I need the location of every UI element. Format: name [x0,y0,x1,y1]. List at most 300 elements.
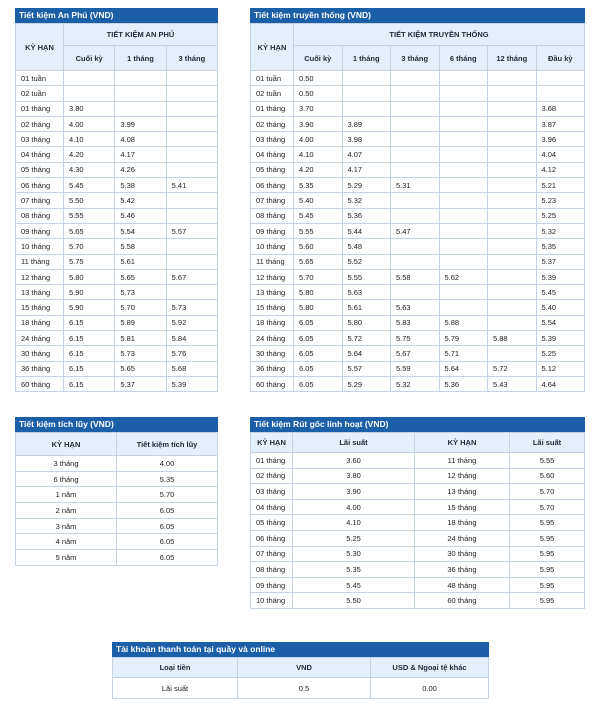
table-cell [488,86,537,101]
table-cell [391,86,440,101]
table-row [16,285,218,300]
table-cell: 12 tháng [251,269,294,284]
table-cell: 13 tháng [415,484,510,500]
table-cell: 5.50 [293,593,415,609]
table-row [16,346,218,361]
table-cell [391,239,440,254]
rut-goc-col-header: Lãi suất [510,433,585,453]
table-cell: 5.32 [536,223,585,238]
table-cell: 5.45 [536,285,585,300]
table-row [251,593,585,609]
table-cell: 5.21 [536,178,585,193]
table-row [251,178,585,193]
table-cell: 4.17 [115,147,166,162]
table-cell: 5.60 [294,239,343,254]
table-cell: 5.57 [166,223,217,238]
table-cell: 02 tháng [251,468,293,484]
table-cell: 6.15 [64,346,115,361]
table-row [251,376,585,391]
table-cell: 3.90 [293,484,415,500]
table-cell: 10 tháng [251,593,293,609]
table-cell: 5.65 [294,254,343,269]
table-row [251,132,585,147]
table-row [251,116,585,131]
table-cell: 02 tuần [251,86,294,101]
table-cell: 60 tháng [16,376,64,391]
table-cell: 5.95 [510,530,585,546]
table-cell: 5.54 [536,315,585,330]
table-cell: 5.45 [293,577,415,593]
table-cell: 5.29 [342,178,391,193]
table-cell: 4.20 [64,147,115,162]
table-row [16,456,218,472]
table-cell: 4.10 [293,515,415,531]
table-row [16,300,218,315]
table-cell: 5.52 [342,254,391,269]
table-cell: 5.70 [64,239,115,254]
truyen-thong-col-header: 3 tháng [391,46,440,71]
table-cell: 5.38 [115,178,166,193]
table-cell: 4.30 [64,162,115,177]
table-cell: 5.58 [115,239,166,254]
table-cell: 12 tháng [415,468,510,484]
table-cell [166,132,217,147]
table-cell: 48 tháng [415,577,510,593]
table-cell: 12 tháng [16,269,64,284]
table-cell [488,254,537,269]
table-row [251,331,585,346]
table-row [16,71,218,86]
table-cell: 5.45 [294,208,343,223]
table-cell: 36 tháng [415,562,510,578]
table-cell: 6.15 [64,361,115,376]
table-cell [439,86,488,101]
table-cell: 5.46 [115,208,166,223]
table-cell: 02 tuần [16,86,64,101]
table-cell [439,101,488,116]
table-cell: 5.67 [391,346,440,361]
table-cell: 5.65 [115,361,166,376]
table-cell [391,285,440,300]
table-cell: 30 tháng [16,346,64,361]
table-cell: 5.76 [166,346,217,361]
table-cell [488,223,537,238]
rut-goc-col-header: KỲ HẠN [251,433,293,453]
table-cell: 5.55 [342,269,391,284]
table-cell: 24 tháng [16,331,64,346]
table-cell: 6.05 [117,518,218,534]
table-cell: 5.35 [294,178,343,193]
truyen-thong-col-header: Đầu kỳ [536,46,585,71]
table-row [16,147,218,162]
table-cell: 5.50 [64,193,115,208]
table-cell [166,285,217,300]
table-cell: 5.35 [117,471,218,487]
table-cell: 06 tháng [16,178,64,193]
table-cell: 5.67 [166,269,217,284]
table-row [251,546,585,562]
table-cell: 4.07 [342,147,391,162]
table-cell: 5.39 [536,269,585,284]
table-cell: 5.61 [115,254,166,269]
rut-goc-title: Tiết kiệm Rút gốc linh hoạt (VND) [250,417,585,432]
table-cell [439,208,488,223]
table-cell [439,162,488,177]
table-cell [488,269,537,284]
table-cell: 15 tháng [415,499,510,515]
table-cell: 5.23 [536,193,585,208]
an-phu-term-header: KỲ HẠN [16,24,64,71]
tich-luy-col-header: KỲ HẠN [16,433,117,456]
table-row [16,193,218,208]
thanh-toan-section [112,642,489,699]
table-cell: 0.50 [294,86,343,101]
table-cell [536,71,585,86]
table-cell: 5.39 [166,376,217,391]
table-cell [439,300,488,315]
table-cell: 5.89 [115,315,166,330]
table-cell: 06 tháng [251,178,294,193]
table-cell: 5.25 [536,208,585,223]
table-cell [488,315,537,330]
table-cell: 0.5 [238,678,371,699]
table-cell [439,285,488,300]
table-cell: 5.73 [166,300,217,315]
table-cell: 5.80 [64,269,115,284]
an-phu-col-header: 1 tháng [115,46,166,71]
table-cell: 5.35 [293,562,415,578]
table-cell [488,132,537,147]
table-cell: 02 tháng [251,116,294,131]
an-phu-table [15,23,218,392]
table-cell: 5.95 [510,515,585,531]
table-cell [439,178,488,193]
table-row [16,376,218,391]
table-cell: 5.90 [64,300,115,315]
table-cell: 5.25 [536,346,585,361]
an-phu-col-header: Cuối kỳ [64,46,115,71]
table-cell: 3.89 [342,116,391,131]
table-cell: 3.70 [294,101,343,116]
table-row [16,254,218,269]
table-cell [488,346,537,361]
table-cell: 10 tháng [251,239,294,254]
table-cell: 6.05 [117,503,218,519]
truyen-thong-section [250,8,585,392]
table-row [251,315,585,330]
table-cell: 4.20 [294,162,343,177]
table-cell: 5.68 [166,361,217,376]
table-cell [488,178,537,193]
table-row [16,315,218,330]
table-row [251,577,585,593]
truyen-thong-col-header: 12 tháng [488,46,537,71]
thanh-toan-col-header: USD & Ngoại tệ khác [371,658,489,678]
table-cell [488,300,537,315]
table-cell: 6.05 [294,331,343,346]
thanh-toan-col-header: VND [238,658,371,678]
table-cell: 5.54 [115,223,166,238]
table-row [16,269,218,284]
truyen-thong-col-header: 1 tháng [342,46,391,71]
table-row [251,269,585,284]
table-row [251,101,585,116]
table-cell [391,254,440,269]
table-row [251,239,585,254]
table-cell [391,147,440,162]
truyen-thong-term-header: KỲ HẠN [251,24,294,71]
table-cell: 04 tháng [251,499,293,515]
table-cell: 5.80 [294,300,343,315]
table-cell: 04 tháng [251,147,294,162]
table-cell [64,86,115,101]
table-cell [391,193,440,208]
table-cell [488,147,537,162]
table-cell: 4.10 [294,147,343,162]
table-row [251,71,585,86]
table-cell: 5.48 [342,239,391,254]
an-phu-col-header: 3 tháng [166,46,217,71]
table-cell: 5.30 [293,546,415,562]
table-cell [342,101,391,116]
truyen-thong-title: Tiết kiệm truyền thống (VND) [250,8,585,23]
table-cell [391,162,440,177]
table-cell: 5.44 [342,223,391,238]
table-cell [439,147,488,162]
table-cell: 6.15 [64,331,115,346]
table-row [251,453,585,469]
table-cell: 5.70 [117,487,218,503]
table-cell [166,86,217,101]
table-row [251,254,585,269]
table-cell [391,71,440,86]
table-cell: 4.17 [342,162,391,177]
table-cell: 5.12 [536,361,585,376]
table-cell [488,71,537,86]
table-cell: 5.95 [510,562,585,578]
table-cell: 11 tháng [415,453,510,469]
table-cell: 5.70 [510,484,585,500]
table-row [16,503,218,519]
table-cell: 6.15 [64,315,115,330]
table-cell: 18 tháng [16,315,64,330]
truyen-thong-col-header: 6 tháng [439,46,488,71]
table-row [16,361,218,376]
table-cell: 5.72 [488,361,537,376]
table-cell [488,208,537,223]
table-cell: 08 tháng [16,208,64,223]
table-cell [488,285,537,300]
table-cell: 5.57 [342,361,391,376]
table-cell: 5.62 [439,269,488,284]
table-row [16,101,218,116]
table-cell: 02 tháng [16,116,64,131]
table-row [16,116,218,131]
table-cell: 5.55 [64,208,115,223]
table-cell: 01 tháng [251,453,293,469]
table-cell: 18 tháng [415,515,510,531]
table-row [251,223,585,238]
table-row [16,550,218,566]
an-phu-title: Tiết kiệm An Phú (VND) [15,8,218,23]
table-cell: 5.75 [64,254,115,269]
table-cell: 2 năm [16,503,117,519]
table-row [16,132,218,147]
table-cell [391,101,440,116]
table-cell: 5.65 [115,269,166,284]
table-cell: 5.70 [294,269,343,284]
table-row [251,346,585,361]
table-cell: 15 tháng [251,300,294,315]
table-cell: 5.45 [64,178,115,193]
table-cell: 5.79 [439,331,488,346]
table-cell [536,86,585,101]
table-cell [115,86,166,101]
table-cell [166,208,217,223]
table-cell: 5.63 [391,300,440,315]
table-row [251,193,585,208]
table-cell: 5.36 [439,376,488,391]
table-cell: 5.95 [510,546,585,562]
table-cell: Lãi suất [113,678,238,699]
rut-goc-col-header: KỲ HẠN [415,433,510,453]
table-cell: 5.35 [536,239,585,254]
table-row [16,518,218,534]
tich-luy-col-header: Tiết kiệm tích lũy [117,433,218,456]
table-cell: 15 tháng [16,300,64,315]
table-cell: 5.59 [391,361,440,376]
table-cell: 5.95 [510,577,585,593]
table-cell: 5.39 [536,331,585,346]
table-cell: 6.05 [294,346,343,361]
table-row [16,208,218,223]
table-cell: 5.83 [391,315,440,330]
table-cell: 06 tháng [251,530,293,546]
table-row [16,487,218,503]
table-cell: 09 tháng [251,223,294,238]
table-cell [439,116,488,131]
table-row [251,562,585,578]
table-row [16,331,218,346]
table-cell: 4.10 [64,132,115,147]
table-cell: 01 tháng [16,101,64,116]
table-cell: 36 tháng [251,361,294,376]
table-cell [342,86,391,101]
table-cell: 5.63 [342,285,391,300]
table-cell: 5.95 [510,593,585,609]
table-cell: 5.40 [294,193,343,208]
table-cell: 5.36 [342,208,391,223]
table-cell: 24 tháng [415,530,510,546]
table-cell: 3.99 [115,116,166,131]
table-cell [166,116,217,131]
table-cell [115,101,166,116]
table-row [251,484,585,500]
table-cell: 4.08 [115,132,166,147]
table-cell [488,116,537,131]
table-cell: 01 tuần [251,71,294,86]
table-cell: 11 tháng [251,254,294,269]
table-cell: 11 tháng [16,254,64,269]
table-cell: 5.65 [64,223,115,238]
table-cell: 4.26 [115,162,166,177]
table-cell: 5 năm [16,550,117,566]
table-cell: 5.60 [510,468,585,484]
table-cell: 5.88 [439,315,488,330]
table-cell: 5.84 [166,331,217,346]
table-row [16,239,218,254]
table-cell: 5.70 [115,300,166,315]
table-cell: 5.64 [342,346,391,361]
table-row [251,499,585,515]
table-cell: 5.92 [166,315,217,330]
table-cell: 3 năm [16,518,117,534]
table-cell: 6 tháng [16,471,117,487]
table-cell: 03 tháng [16,132,64,147]
table-cell: 5.71 [439,346,488,361]
table-cell: 08 tháng [251,208,294,223]
table-cell: 4.04 [536,147,585,162]
table-cell: 60 tháng [251,376,294,391]
thanh-toan-table [112,657,489,699]
table-cell: 08 tháng [251,562,293,578]
table-cell [439,193,488,208]
table-cell: 5.58 [391,269,440,284]
table-row [251,515,585,531]
table-cell [342,71,391,86]
table-cell: 07 tháng [16,193,64,208]
table-cell: 5.29 [342,376,391,391]
table-cell: 1 năm [16,487,117,503]
table-cell: 5.41 [166,178,217,193]
rut-goc-col-header: Lãi suất [293,433,415,453]
table-row [16,162,218,177]
table-cell: 5.37 [536,254,585,269]
table-cell: 6.05 [117,550,218,566]
table-cell: 3.60 [293,453,415,469]
rut-goc-section [250,417,585,609]
table-cell: 05 tháng [16,162,64,177]
table-cell [64,71,115,86]
table-cell: 3.80 [64,101,115,116]
table-cell: 05 tháng [251,162,294,177]
an-phu-group-header: TIẾT KIỆM AN PHÚ [64,24,218,46]
table-row [16,534,218,550]
table-cell: 4.00 [294,132,343,147]
table-cell: 3.68 [536,101,585,116]
tich-luy-section [15,417,218,566]
rut-goc-table [250,432,585,609]
table-cell [166,101,217,116]
thanh-toan-title: Tài khoản thanh toán tại quầy và online [112,642,489,657]
table-cell: 5.88 [488,331,537,346]
table-cell: 5.61 [342,300,391,315]
table-cell: 03 tháng [251,132,294,147]
table-cell: 5.80 [294,285,343,300]
table-cell: 24 tháng [251,331,294,346]
tich-luy-table [15,432,218,566]
table-cell [166,71,217,86]
table-cell [439,254,488,269]
table-cell: 5.32 [342,193,391,208]
table-cell: 5.64 [439,361,488,376]
table-cell: 07 tháng [251,546,293,562]
table-cell [166,239,217,254]
table-cell: 30 tháng [251,346,294,361]
table-row [251,86,585,101]
table-cell: 03 tháng [251,484,293,500]
table-cell [439,71,488,86]
